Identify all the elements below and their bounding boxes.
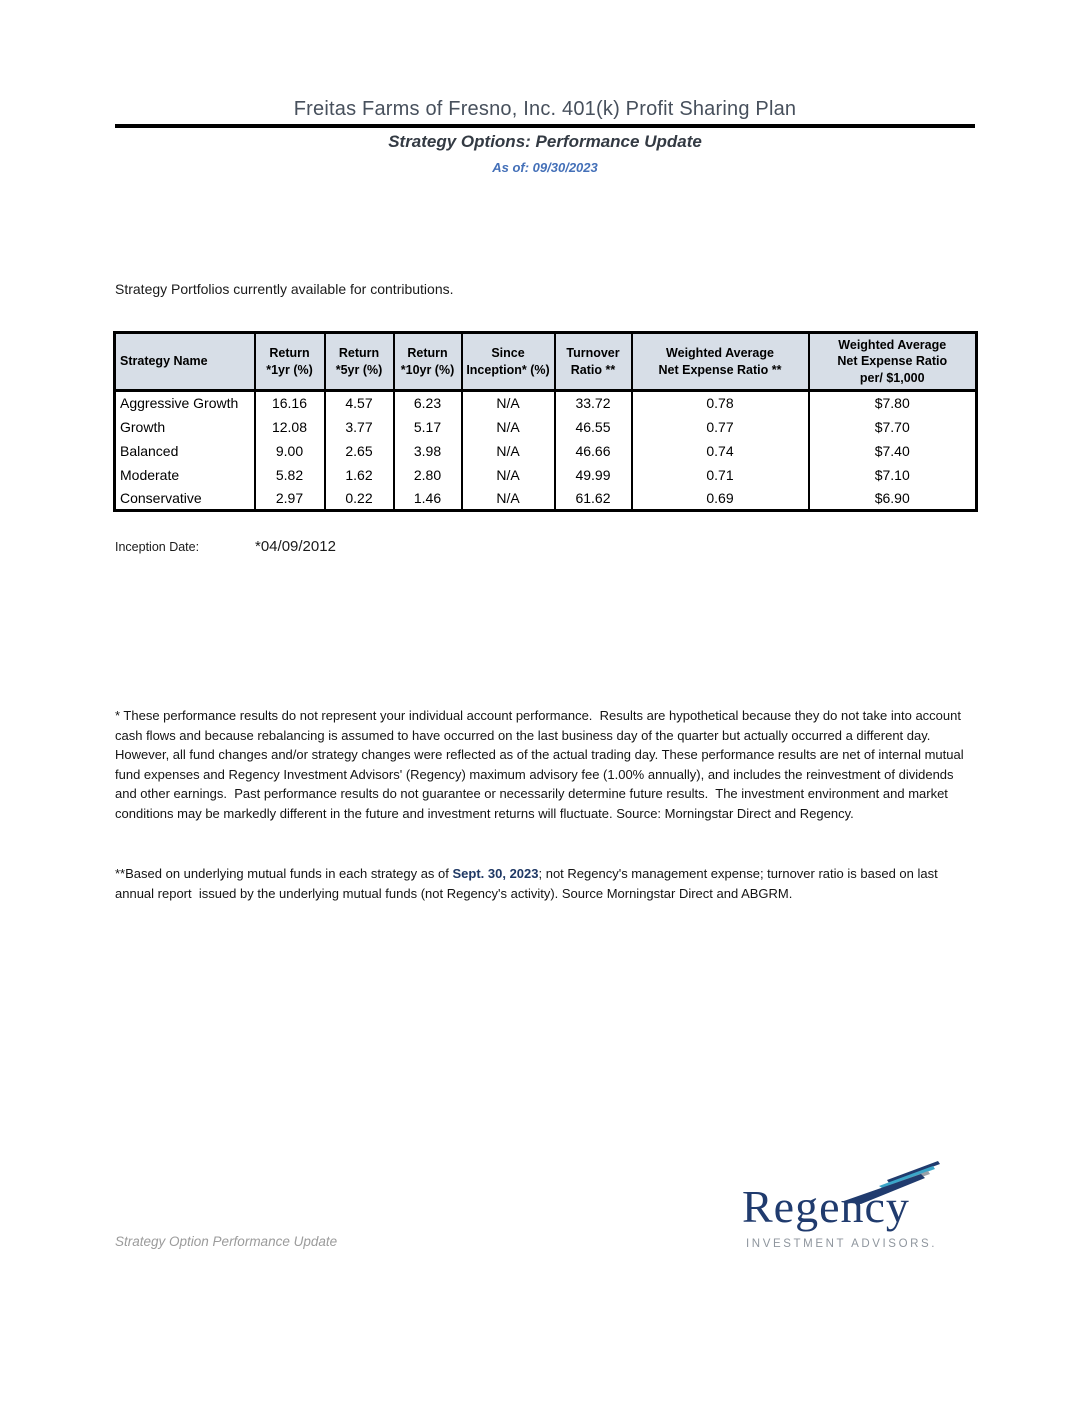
since-inception-cell: N/A (462, 391, 555, 415)
since-inception-cell: N/A (462, 487, 555, 511)
footnote-underlying-funds (115, 864, 977, 903)
ner-per-1000-cell: $6.90 (809, 487, 977, 511)
ner-per-1000-cell: $7.40 (809, 439, 977, 463)
ner-cell: 0.69 (632, 487, 809, 511)
regency-wordmark: Regency (742, 1181, 910, 1232)
return-1yr-cell: 9.00 (255, 439, 325, 463)
strategy-name-cell: Aggressive Growth (115, 391, 255, 415)
strategy-name-cell: Balanced (115, 439, 255, 463)
turnover-cell: 61.62 (555, 487, 632, 511)
table-row (115, 439, 977, 463)
ner-cell: 0.78 (632, 391, 809, 415)
performance-table (113, 331, 978, 512)
title-divider (115, 124, 975, 128)
return-10yr-cell: 1.46 (394, 487, 462, 511)
turnover-cell: 33.72 (555, 391, 632, 415)
inception-date-row (115, 538, 336, 556)
col-header-weighted-avg-ner-per-1000: Weighted Average Net Expense Ratio per/ $1,000 (809, 333, 977, 391)
ner-per-1000-cell: $7.80 (809, 391, 977, 415)
as-of-date: As of: 09/30/2023 (492, 160, 598, 175)
table-row (115, 487, 977, 511)
table-row (115, 415, 977, 439)
table-row (115, 463, 977, 487)
since-inception-cell: N/A (462, 439, 555, 463)
turnover-cell: 46.66 (555, 439, 632, 463)
col-header-return-10yr: Return *10yr (%) (394, 333, 462, 391)
col-header-turnover-ratio: Turnover Ratio ** (555, 333, 632, 391)
turnover-cell: 46.55 (555, 415, 632, 439)
since-inception-cell: N/A (462, 415, 555, 439)
return-5yr-cell: 2.65 (325, 439, 394, 463)
strategy-name-cell: Growth (115, 415, 255, 439)
footnote2-date-highlight: Sept. 30, 2023 (452, 866, 539, 881)
table-row (115, 391, 977, 415)
return-10yr-cell: 3.98 (394, 439, 462, 463)
return-1yr-cell: 16.16 (255, 391, 325, 415)
col-header-return-5yr: Return *5yr (%) (325, 333, 394, 391)
footer-document-name: Strategy Option Performance Update (115, 1234, 338, 1249)
since-inception-cell: N/A (462, 463, 555, 487)
return-5yr-cell: 0.22 (325, 487, 394, 511)
col-header-return-1yr: Return *1yr (%) (255, 333, 325, 391)
ner-cell: 0.77 (632, 415, 809, 439)
return-10yr-cell: 2.80 (394, 463, 462, 487)
ner-per-1000-cell: $7.70 (809, 415, 977, 439)
inception-date-value: *04/09/2012 (255, 538, 336, 555)
return-5yr-cell: 1.62 (325, 463, 394, 487)
footnote-performance-disclaimer: * These performance results do not represent your individual account performance. Results are hypothetical because they do not take into account cash flows and because rebalancing is assumed to have occurred on the last business day of the quarter but actually occurred a different day. However, all fund changes and/or strategy changes were reflected as of the actual trading day. These performance results are net of internal mutual fund expenses and Regency Investment Advisors' (Regency) maximum advisory fee (1.00% annually), and includes the reinvestment of dividends and other earnings. Past performance results do not guarantee or necessarily determine future results. The investment environment and market conditions may be markedly different in the future and investment returns will fluctuate. Source: Morningstar Direct and Regency. (115, 708, 968, 821)
return-10yr-cell: 6.23 (394, 391, 462, 415)
regency-tagline: INVESTMENT ADVISORS. (746, 1238, 938, 1250)
page-subtitle: Strategy Options: Performance Update (388, 132, 702, 151)
table-header-row (115, 333, 977, 391)
strategy-name-cell: Conservative (115, 487, 255, 511)
strategy-name-cell: Moderate (115, 463, 255, 487)
footnote2-suffix: ; not Regency's management expense; turnover ratio is based on last annual report issued by the underlying mutual funds (not Regency's activity). Source Morningstar Direct and ABGRM. (115, 866, 942, 901)
return-1yr-cell: 12.08 (255, 415, 325, 439)
intro-text: Strategy Portfolios currently available for contributions. (115, 281, 454, 297)
footnote2-prefix: **Based on underlying mutual funds in each strategy as of (115, 866, 453, 881)
return-5yr-cell: 4.57 (325, 391, 394, 415)
ner-per-1000-cell: $7.10 (809, 463, 977, 487)
turnover-cell: 49.99 (555, 463, 632, 487)
col-header-weighted-avg-ner: Weighted Average Net Expense Ratio ** (632, 333, 809, 391)
page-title: Freitas Farms of Fresno, Inc. 401(k) Profit Sharing Plan (293, 98, 797, 120)
col-header-strategy-name: Strategy Name (115, 333, 255, 391)
ner-cell: 0.74 (632, 439, 809, 463)
col-header-since-inception: Since Inception* (%) (462, 333, 555, 391)
return-1yr-cell: 2.97 (255, 487, 325, 511)
ner-cell: 0.71 (632, 463, 809, 487)
inception-date-label: Inception Date: (115, 540, 200, 554)
return-5yr-cell: 3.77 (325, 415, 394, 439)
return-10yr-cell: 5.17 (394, 415, 462, 439)
return-1yr-cell: 5.82 (255, 463, 325, 487)
regency-logo (738, 1152, 953, 1262)
